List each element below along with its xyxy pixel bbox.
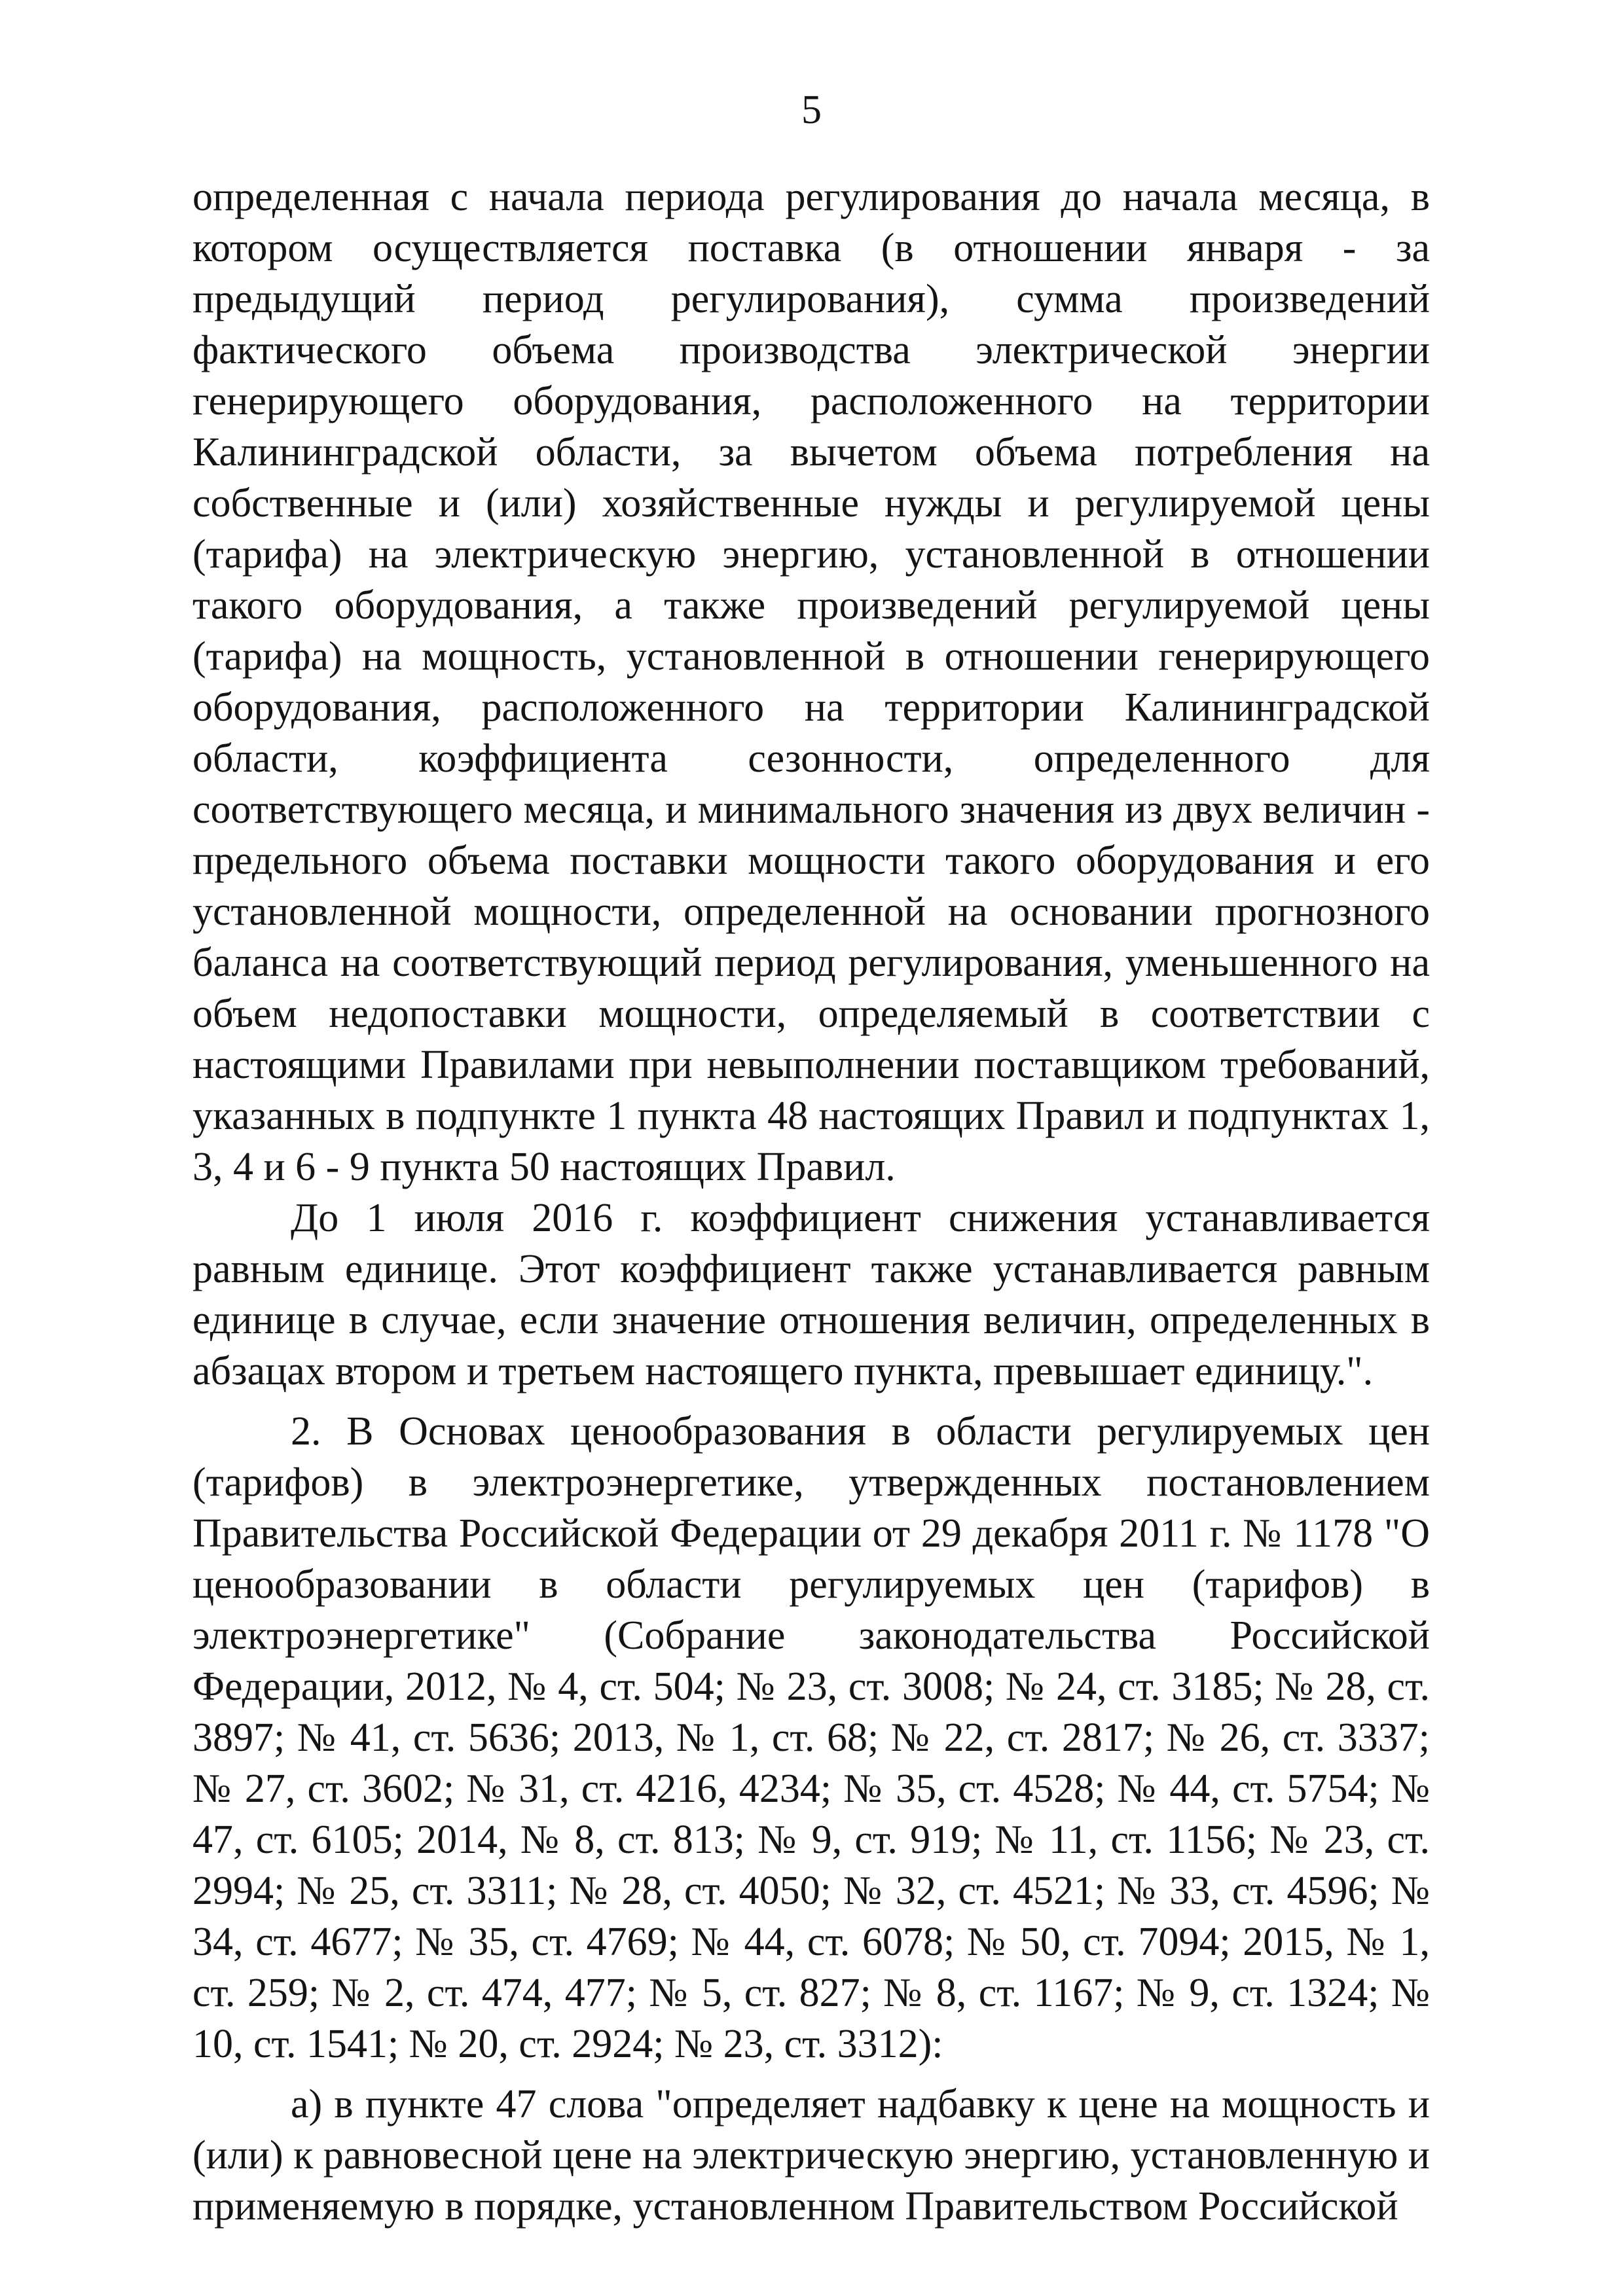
paragraph-item-2-pricing-basics: 2. В Основах ценообразования в области регулируемых цен (тарифов) в электроэнергетике, утвержденных постановлением Правительства Российской Федерации от 29 декабря 2011 г. № 1178 "О ценообразовании в области регулируемых цен (тарифов) в электроэнергетике" (Собрание законодательства Российской Федерации, 2012, № 4, ст. 504; № 23, ст. 3008; № 24, ст. 3185; № 28, ст. 3897; № 41, ст. 5636; 2013, № 1, ст. 68; № 22, ст. 2817; № 26, ст. 3337; № 27, ст. 3602; № 31, ст. 4216, 4234; № 35, ст. 4528; № 44, ст. 5754; № 47, ст. 6105; 2014, № 8, ст. 813; № 9, ст. 919; № 11, ст. 1156; № 23, ст. 2994; № 25, ст. 3311; № 28, ст. 4050; № 32, ст. 4521; № 33, ст. 4596; № 34, ст. 4677; № 35, ст. 4769; № 44, ст. 6078; № 50, ст. 7094; 2015, № 1, ст. 259; № 2, ст. 474, 477; № 5, ст. 827; № 8, ст. 1167; № 9, ст. 1324; № 10, ст. 1541; № 20, ст. 2924; № 23, ст. 3312): [192, 1409, 1430, 2066]
paragraph-continuation: определенная с начала периода регулирования до начала месяца, в котором осуществляется поставка (в отношении января - за предыдущий период регулирования), сумма произведений фактического объема производства электрической энергии генерирующего оборудования, расположенного на территории Калининградской области, за вычетом объема потребления на собственные и (или) хозяйственные нужды и регулируемой цены (тарифа) на электрическую энергию, установленной в отношении такого оборудования, а также произведений регулируемой цены (тарифа) на мощность, установленной в отношении генерирующего оборудования, расположенного на территории Калининградской области, коэффициента сезонности, определенного для соответствующего месяца, и минимального значения из двух величин - предельного объема поставки мощности такого оборудования и его установленной мощности, определенной на основании прогнозного баланса на соответствующий период регулирования, уменьшенного на объем недопоставки мощности, определяемый в соответствии с настоящими Правилами при невыполнении поставщиком требований, указанных в подпункте 1 пункта 48 настоящих Правил и подпунктах 1, 3, 4 и 6 - 9 пункта 50 настоящих Правил. [192, 175, 1430, 1189]
paragraph-reduction-coefficient: До 1 июля 2016 г. коэффициент снижения устанавливается равным единице. Этот коэффициент также устанавливается равным единице в случае, если значение отношения величин, определенных в абзацах втором и третьем настоящего пункта, превышает единицу.". [192, 1196, 1430, 1393]
document-body [192, 171, 1430, 2232]
paragraph-subitem-a: а) в пункте 47 слова "определяет надбавку к цене на мощность и (или) к равновесной цене на электрическую энергию, установленную и применяемую в порядке, установленном Правительством Российской [192, 2082, 1430, 2229]
page-number: 5 [801, 88, 822, 132]
